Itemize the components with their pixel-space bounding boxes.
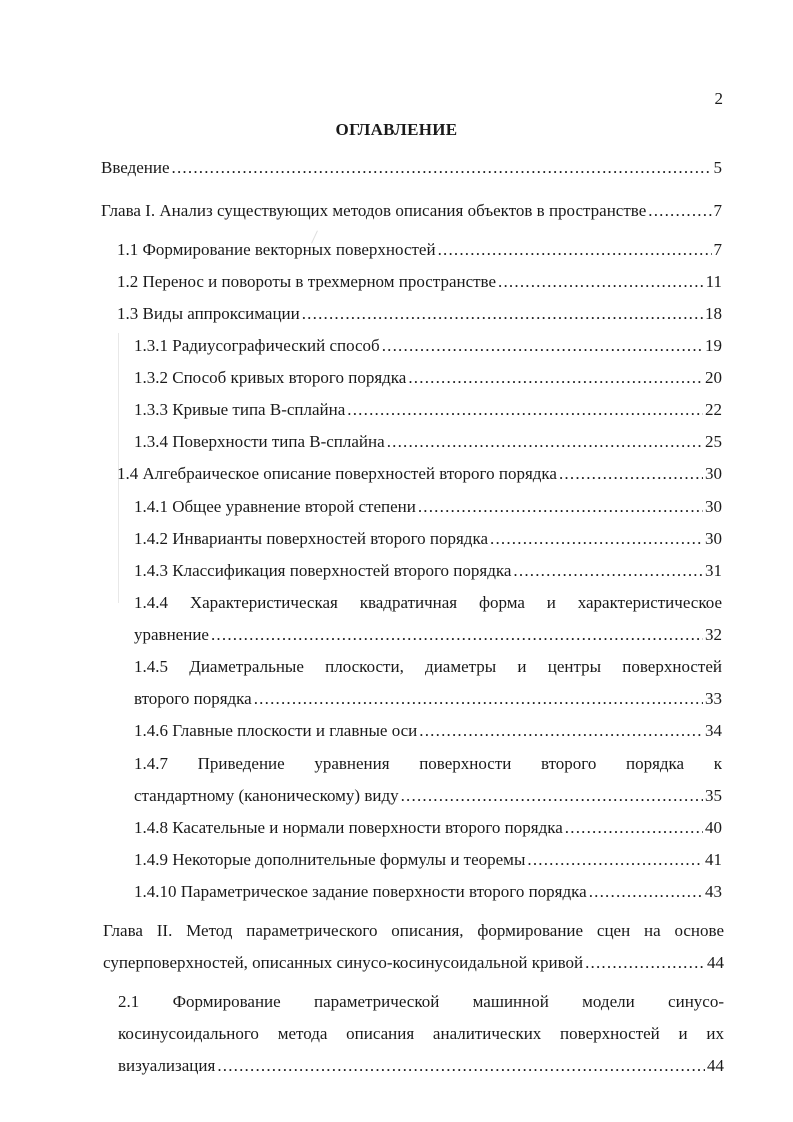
toc-entry-label: 1.4.3 Классификация поверхностей второго порядка	[134, 561, 512, 580]
dot-leader	[302, 304, 703, 324]
toc-entry-label-line1: Глава II. Метод параметрического описания, формирование сцен на основе	[103, 921, 724, 940]
toc-entry-1-3-3[interactable]	[134, 400, 722, 420]
toc-entry-2-1[interactable]	[118, 992, 724, 1076]
toc-entry-label: 1.3.3 Кривые типа В-сплайна	[134, 400, 346, 419]
toc-entry-label: 1.2 Перенос и повороты в трехмерном пространстве	[117, 272, 497, 291]
toc-entry-page: 32	[705, 625, 722, 644]
toc-entry-label-line1: 1.4.7 Приведение уравнения поверхности второго порядка к	[134, 754, 722, 773]
toc-entry-label-line1: 2.1 Формирование параметрической машинной модели синусо-	[118, 992, 724, 1011]
toc-entry-label-line1: 1.4.5 Диаметральные плоскости, диаметры и центры поверхностей	[134, 657, 722, 676]
toc-entry-page: 22	[705, 400, 722, 419]
toc-entry-1-4-1[interactable]	[134, 497, 722, 517]
toc-entry-page: 40	[705, 818, 722, 837]
toc-entry-label: Введение	[101, 158, 170, 177]
toc-entry-page: 33	[705, 689, 722, 708]
toc-entry-1-4-2[interactable]	[134, 529, 722, 549]
toc-entry-label: 1.4.8 Касательные и нормали поверхности второго порядка	[134, 818, 563, 837]
toc-entry-1-4-5[interactable]	[134, 657, 722, 709]
dot-leader	[217, 1056, 705, 1076]
toc-entry-1-3-4[interactable]	[134, 432, 722, 452]
toc-entry-label: 1.4.2 Инварианты поверхностей второго порядка	[134, 529, 488, 548]
scan-mark	[118, 333, 119, 603]
toc-entry-label: 1.4.10 Параметрическое задание поверхности второго порядка	[134, 882, 587, 901]
dot-leader	[419, 721, 703, 741]
toc-entry-page: 5	[713, 158, 722, 177]
toc-entry-page: 30	[705, 529, 722, 548]
toc-entry-label: 1.3 Виды аппроксимации	[117, 304, 300, 323]
toc-entry-page: 30	[705, 497, 722, 516]
toc-entry-label-line2: суперповерхностей, описанных синусо-косинусоидальной кривой	[103, 953, 584, 972]
toc-entry-label-line2: визуализация	[118, 1056, 216, 1075]
toc-entry-1-4-10[interactable]	[134, 882, 722, 902]
toc-entry-page: 7	[713, 201, 722, 220]
dot-leader	[438, 240, 712, 260]
toc-entry-page: 25	[705, 432, 722, 451]
toc-entry-page: 34	[705, 721, 722, 740]
toc-entry-page: 7	[713, 240, 722, 259]
dot-leader	[401, 786, 703, 806]
dot-leader	[513, 561, 703, 581]
toc-entry-label: 1.3.2 Способ кривых второго порядка	[134, 368, 407, 387]
toc-entry-label: 1.4.9 Некоторые дополнительные формулы и теоремы	[134, 850, 526, 869]
dot-leader	[382, 336, 703, 356]
toc-entry-label-line2: уравнение	[134, 625, 209, 644]
toc-entry-1-3[interactable]	[117, 304, 722, 324]
toc-entry-1-2[interactable]	[117, 272, 722, 292]
toc-entry-page: 35	[705, 786, 722, 805]
dot-leader	[527, 850, 703, 870]
dot-leader	[347, 400, 703, 420]
dot-leader	[254, 689, 703, 709]
toc-entry-page: 43	[705, 882, 722, 901]
toc-entry-label: 1.3.1 Радиусографический способ	[134, 336, 380, 355]
dot-leader	[211, 625, 703, 645]
dot-leader	[585, 953, 705, 973]
toc-entry-label: 1.4 Алгебраическое описание поверхностей второго порядка	[117, 464, 557, 483]
toc-entry-label: 1.1 Формирование векторных поверхностей	[117, 240, 436, 259]
toc-entry-page: 18	[705, 304, 722, 323]
toc-entry-1-3-2[interactable]	[134, 368, 722, 388]
toc-entry-1-4-7[interactable]	[134, 754, 722, 806]
toc-entry-1-4-4[interactable]	[134, 593, 722, 645]
toc-entry-page: 44	[707, 1056, 724, 1075]
dot-leader	[559, 464, 703, 484]
toc-entry-1-4[interactable]	[117, 464, 722, 484]
dot-leader	[418, 497, 703, 517]
toc-entry-label: 1.4.6 Главные плоскости и главные оси	[134, 721, 418, 740]
toc-entry-label-line1b: косинусоидального метода описания аналитических поверхностей и их	[118, 1024, 724, 1043]
toc-entry-page: 20	[705, 368, 722, 387]
dot-leader	[172, 158, 712, 178]
toc-entry-introduction[interactable]	[101, 158, 722, 178]
dot-leader	[498, 272, 704, 292]
toc-entry-page: 19	[705, 336, 722, 355]
toc-entry-page: 41	[705, 850, 722, 869]
toc-entry-page: 44	[707, 953, 724, 972]
toc-entry-label: 1.4.1 Общее уравнение второй степени	[134, 497, 416, 516]
dot-leader	[387, 432, 703, 452]
toc-entry-label: 1.3.4 Поверхности типа В-сплайна	[134, 432, 385, 451]
page-title: ОГЛАВЛЕНИЕ	[335, 120, 458, 139]
toc-entry-1-4-6[interactable]	[134, 721, 722, 741]
dot-leader	[565, 818, 703, 838]
toc-entry-1-3-1[interactable]	[134, 336, 722, 356]
toc-entry-1-4-8[interactable]	[134, 818, 722, 838]
toc-entry-label-line1: 1.4.4 Характеристическая квадратичная форма и характеристическое	[134, 593, 722, 612]
toc-entry-page: 31	[705, 561, 722, 580]
dot-leader	[589, 882, 703, 902]
toc-entry-chapter-1[interactable]	[101, 201, 722, 221]
dot-leader	[408, 368, 703, 388]
toc-entry-page: 11	[705, 272, 722, 291]
toc-entry-label: Глава I. Анализ существующих методов описания объектов в пространстве	[101, 201, 647, 220]
toc-entry-1-4-9[interactable]	[134, 850, 722, 870]
toc-entry-page: 30	[705, 464, 722, 483]
page-number: 2	[714, 89, 723, 108]
toc-entry-1-1[interactable]	[117, 240, 722, 260]
toc-entry-1-4-3[interactable]	[134, 561, 722, 581]
toc-entry-chapter-2[interactable]	[103, 921, 724, 973]
dot-leader	[490, 529, 703, 549]
toc-entry-label-line2: стандартному (каноническому) виду	[134, 786, 399, 805]
toc-entry-label-line2: второго порядка	[134, 689, 252, 708]
dot-leader	[648, 201, 711, 221]
